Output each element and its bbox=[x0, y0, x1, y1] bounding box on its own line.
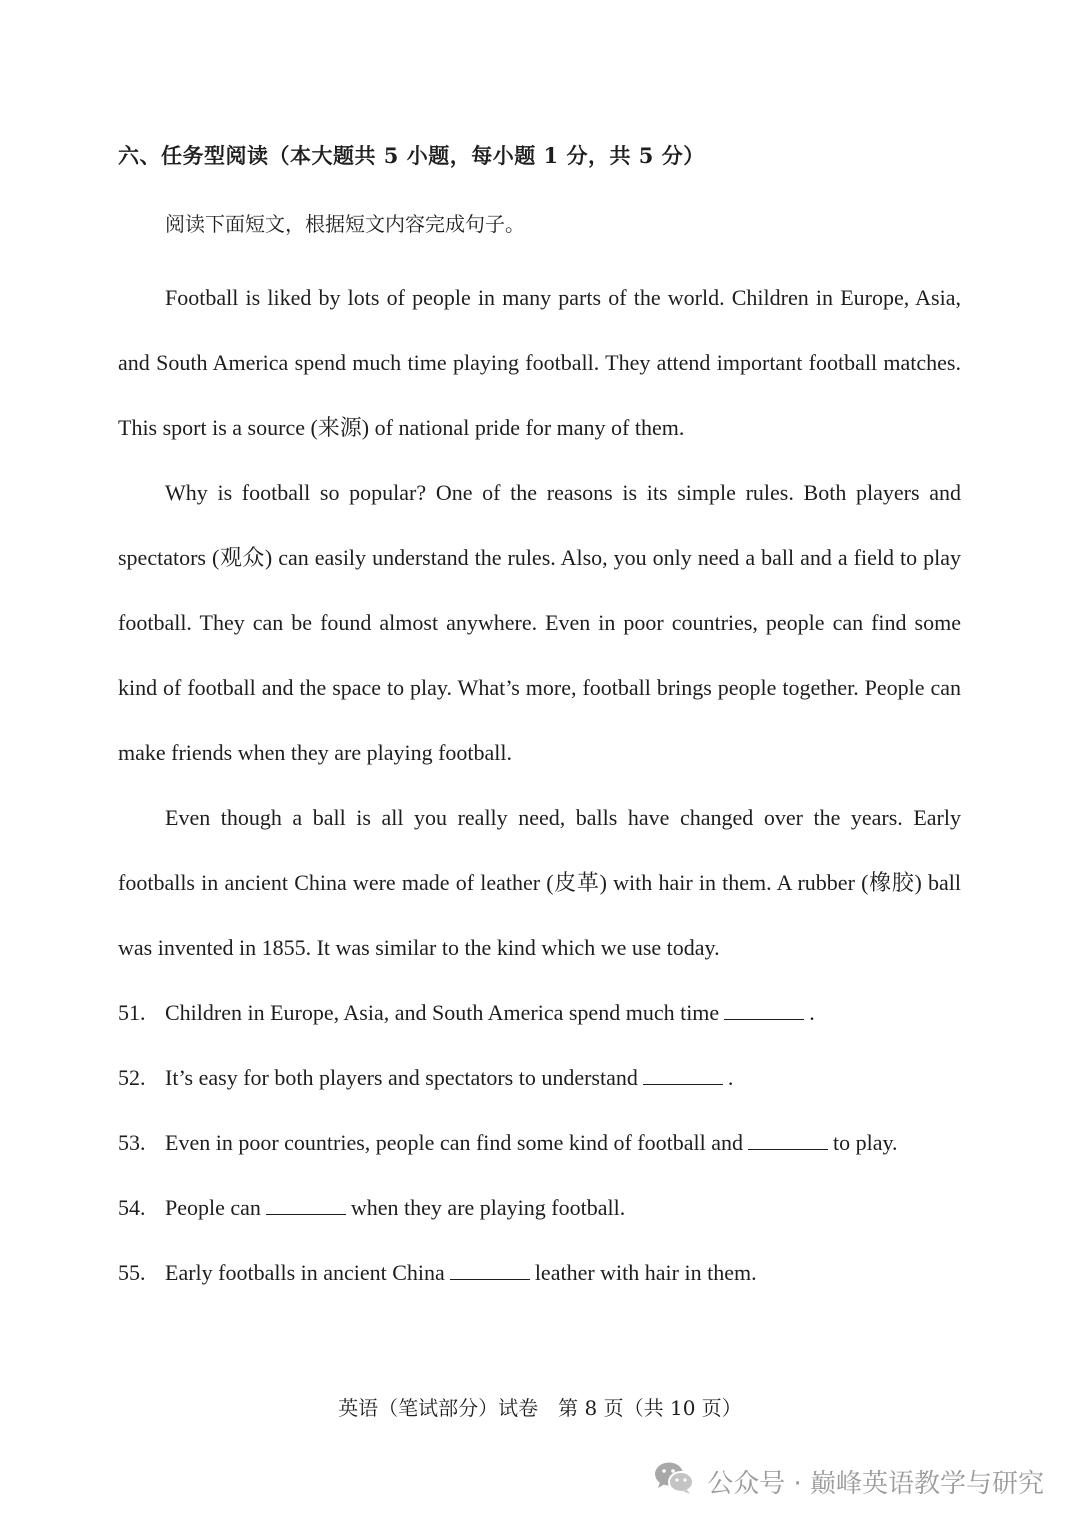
question-number: 53. bbox=[118, 1130, 146, 1155]
question-text-after: leather with hair in them. bbox=[534, 1260, 757, 1285]
question-text: People can bbox=[165, 1195, 261, 1220]
question-number: 51. bbox=[118, 1000, 146, 1025]
wechat-icon bbox=[653, 1460, 707, 1503]
question-number: 54. bbox=[118, 1195, 146, 1220]
question-51 bbox=[118, 980, 961, 1045]
instruction-text: 阅读下面短文，根据短文内容完成句子。 bbox=[165, 212, 525, 236]
watermark bbox=[653, 1460, 1044, 1503]
question-text: Early footballs in ancient China bbox=[165, 1260, 445, 1285]
passage-paragraph: Even though a ball is all you really need, balls have changed over the years. Early footballs in ancient China were made of leather (皮革) with hair in them. A rubber (橡胶) ball was invented in 1855. It was similar to the kind which we use today. bbox=[118, 805, 961, 960]
answer-blank[interactable] bbox=[643, 1068, 723, 1085]
question-54 bbox=[118, 1175, 961, 1240]
question-text: Children in Europe, Asia, and South America spend much time bbox=[165, 1000, 720, 1025]
answer-blank[interactable] bbox=[266, 1198, 346, 1215]
question-list bbox=[118, 980, 961, 1305]
reading-passage bbox=[118, 265, 961, 980]
question-number: 55. bbox=[118, 1260, 146, 1285]
watermark-text: 公众号 · 巅峰英语教学与研究 bbox=[707, 1469, 1044, 1499]
question-text: Even in poor countries, people can find some kind of football and bbox=[165, 1130, 743, 1155]
question-text-after: . bbox=[727, 1065, 734, 1090]
answer-blank[interactable] bbox=[450, 1263, 530, 1280]
section-heading: 六、任务型阅读（本大题共 5 小题，每小题 1 分，共 5 分） bbox=[118, 143, 705, 168]
question-52 bbox=[118, 1045, 961, 1110]
passage-paragraph: Why is football so popular? One of the reasons is its simple rules. Both players and spectators (观众) can easily understand the rules. Also, you only need a ball and a field to play football. They can be found almost anywhere. Even in poor countries, people can find some kind of football and the space to play. What’s more, football brings people together. People can make friends when they are playing football. bbox=[118, 480, 961, 765]
answer-blank[interactable] bbox=[724, 1003, 804, 1020]
question-number: 52. bbox=[118, 1065, 146, 1090]
question-text-after: . bbox=[809, 1000, 815, 1025]
question-55 bbox=[118, 1240, 961, 1305]
question-text-after: when they are playing football. bbox=[350, 1195, 626, 1220]
question-text: It’s easy for both players and spectators to understand bbox=[165, 1065, 638, 1090]
page-footer: 英语（笔试部分）试卷 第 8 页（共 10 页） bbox=[338, 1396, 742, 1420]
question-53 bbox=[118, 1110, 961, 1175]
question-text-after: to play. bbox=[832, 1130, 898, 1155]
answer-blank[interactable] bbox=[748, 1133, 828, 1150]
passage-paragraph: Football is liked by lots of people in many parts of the world. Children in Europe, Asia, and South America spend much time playing football. They attend important football matches. This sport is a source (来源) of national pride for many of them. bbox=[118, 285, 961, 440]
